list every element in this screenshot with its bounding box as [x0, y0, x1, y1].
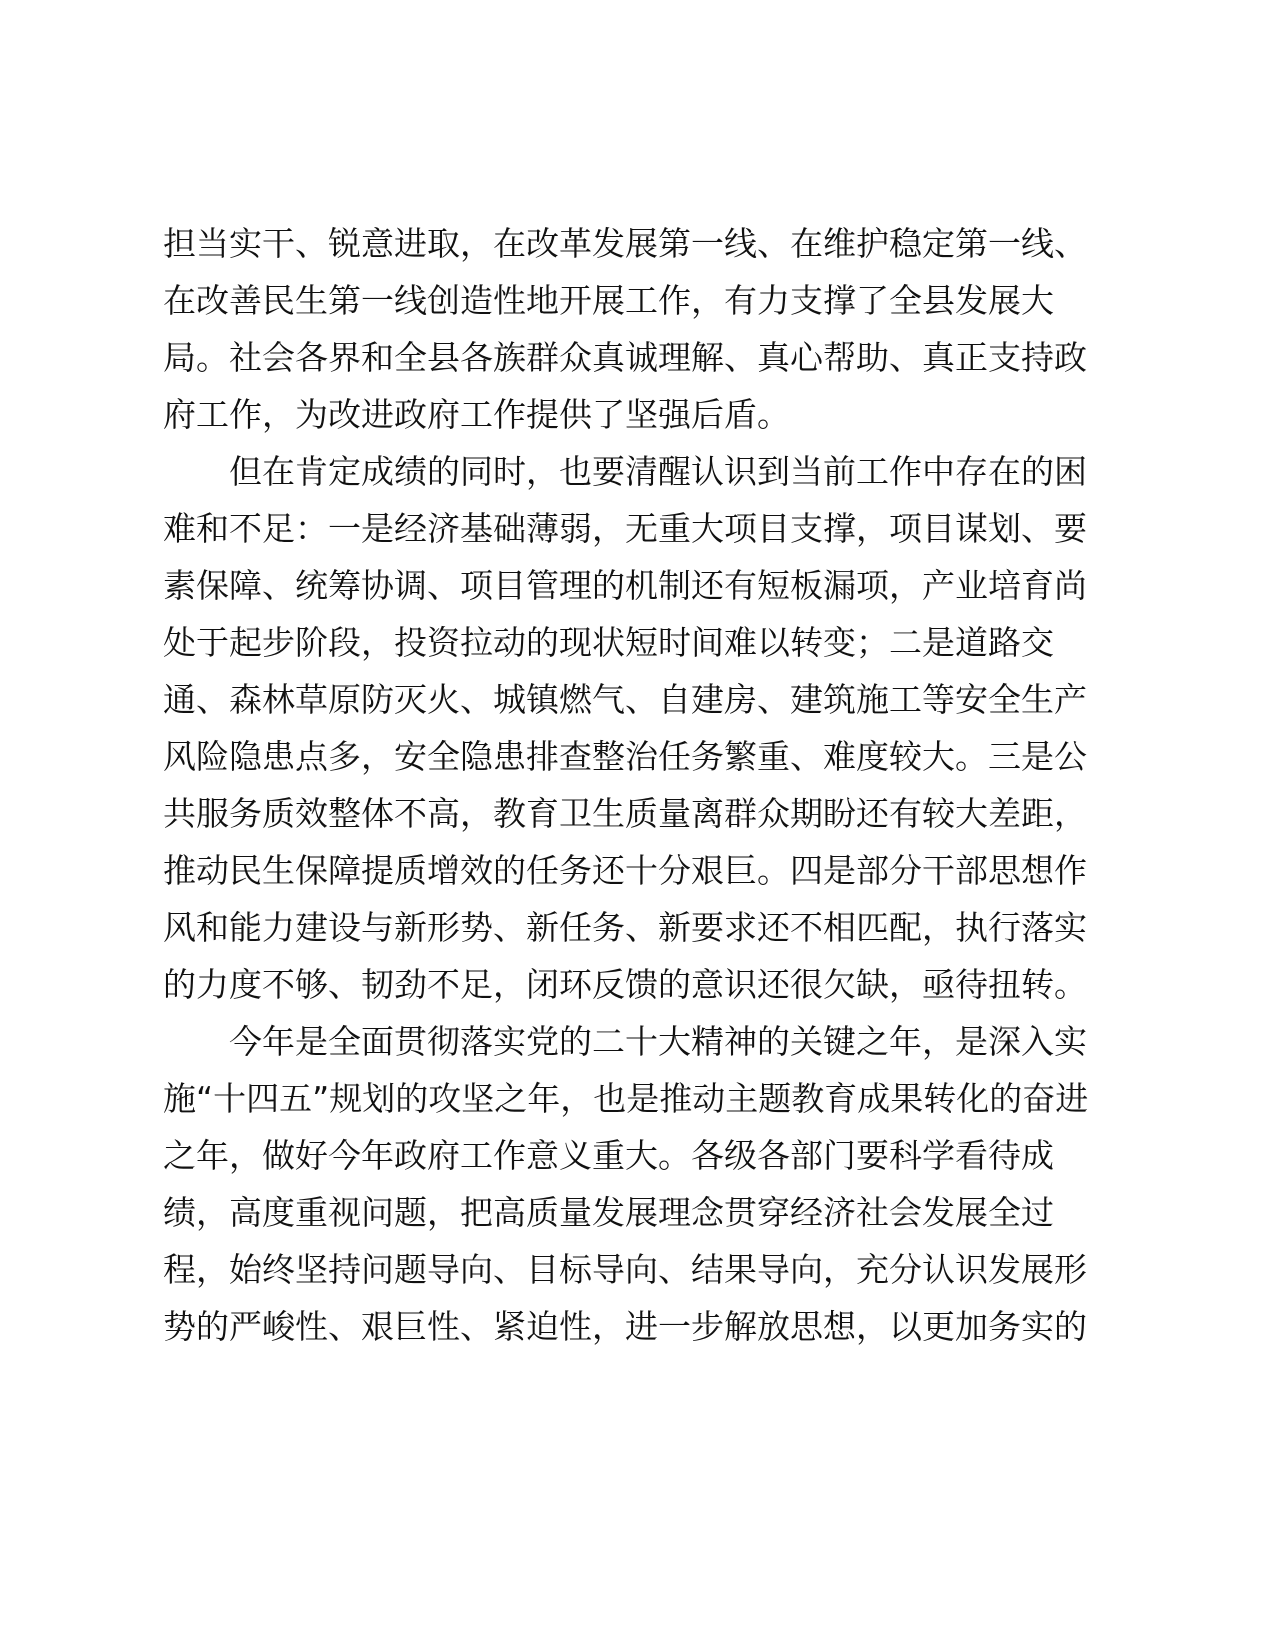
text-line: 绩，高度重视问题，把高质量发展理念贯穿经济社会发展全过: [163, 1193, 1054, 1232]
text-line: 府工作，为改进政府工作提供了坚强后盾。: [163, 395, 790, 434]
text-line: 程，始终坚持问题导向、目标导向、结果导向，充分认识发展形: [163, 1250, 1087, 1289]
text-line: 之年，做好今年政府工作意义重大。各级各部门要科学看待成: [163, 1136, 1054, 1175]
text-line: 素保障、统筹协调、项目管理的机制还有短板漏项，产业培育尚: [163, 566, 1087, 605]
text-line: 势的严峻性、艰巨性、紧迫性，进一步解放思想，以更加务实的: [163, 1307, 1087, 1346]
text-line: 难和不足：一是经济基础薄弱，无重大项目支撑，项目谋划、要: [163, 509, 1087, 548]
text-line: 风险隐患点多，安全隐患排查整治任务繁重、难度较大。三是公: [163, 737, 1087, 776]
text-line: 的力度不够、韧劲不足，闭环反馈的意识还很欠缺，亟待扭转。: [163, 965, 1087, 1004]
text-line: 施“十四五”规划的攻坚之年，也是推动主题教育成果转化的奋进: [163, 1079, 1089, 1118]
text-line: 在改善民生第一线创造性地开展工作，有力支撑了全县发展大: [163, 281, 1054, 320]
document-body: [163, 215, 1103, 1355]
text-line: 风和能力建设与新形势、新任务、新要求还不相匹配，执行落实: [163, 908, 1087, 947]
paragraph-first-line: 今年是全面贯彻落实党的二十大精神的关键之年，是深入实: [229, 1022, 1087, 1061]
text-line: 处于起步阶段，投资拉动的现状短时间难以转变；二是道路交: [163, 623, 1054, 662]
text-line: 担当实干、锐意进取，在改革发展第一线、在维护稳定第一线、: [163, 224, 1087, 263]
paragraph-first-line: 但在肯定成绩的同时，也要清醒认识到当前工作中存在的困: [229, 452, 1087, 491]
text-line: 通、森林草原防灭火、城镇燃气、自建房、建筑施工等安全生产: [163, 680, 1087, 719]
text-line: 推动民生保障提质增效的任务还十分艰巨。四是部分干部思想作: [163, 851, 1087, 890]
text-line: 局。社会各界和全县各族群众真诚理解、真心帮助、真正支持政: [163, 338, 1087, 377]
text-line: 共服务质效整体不高，教育卫生质量离群众期盼还有较大差距，: [163, 794, 1087, 833]
